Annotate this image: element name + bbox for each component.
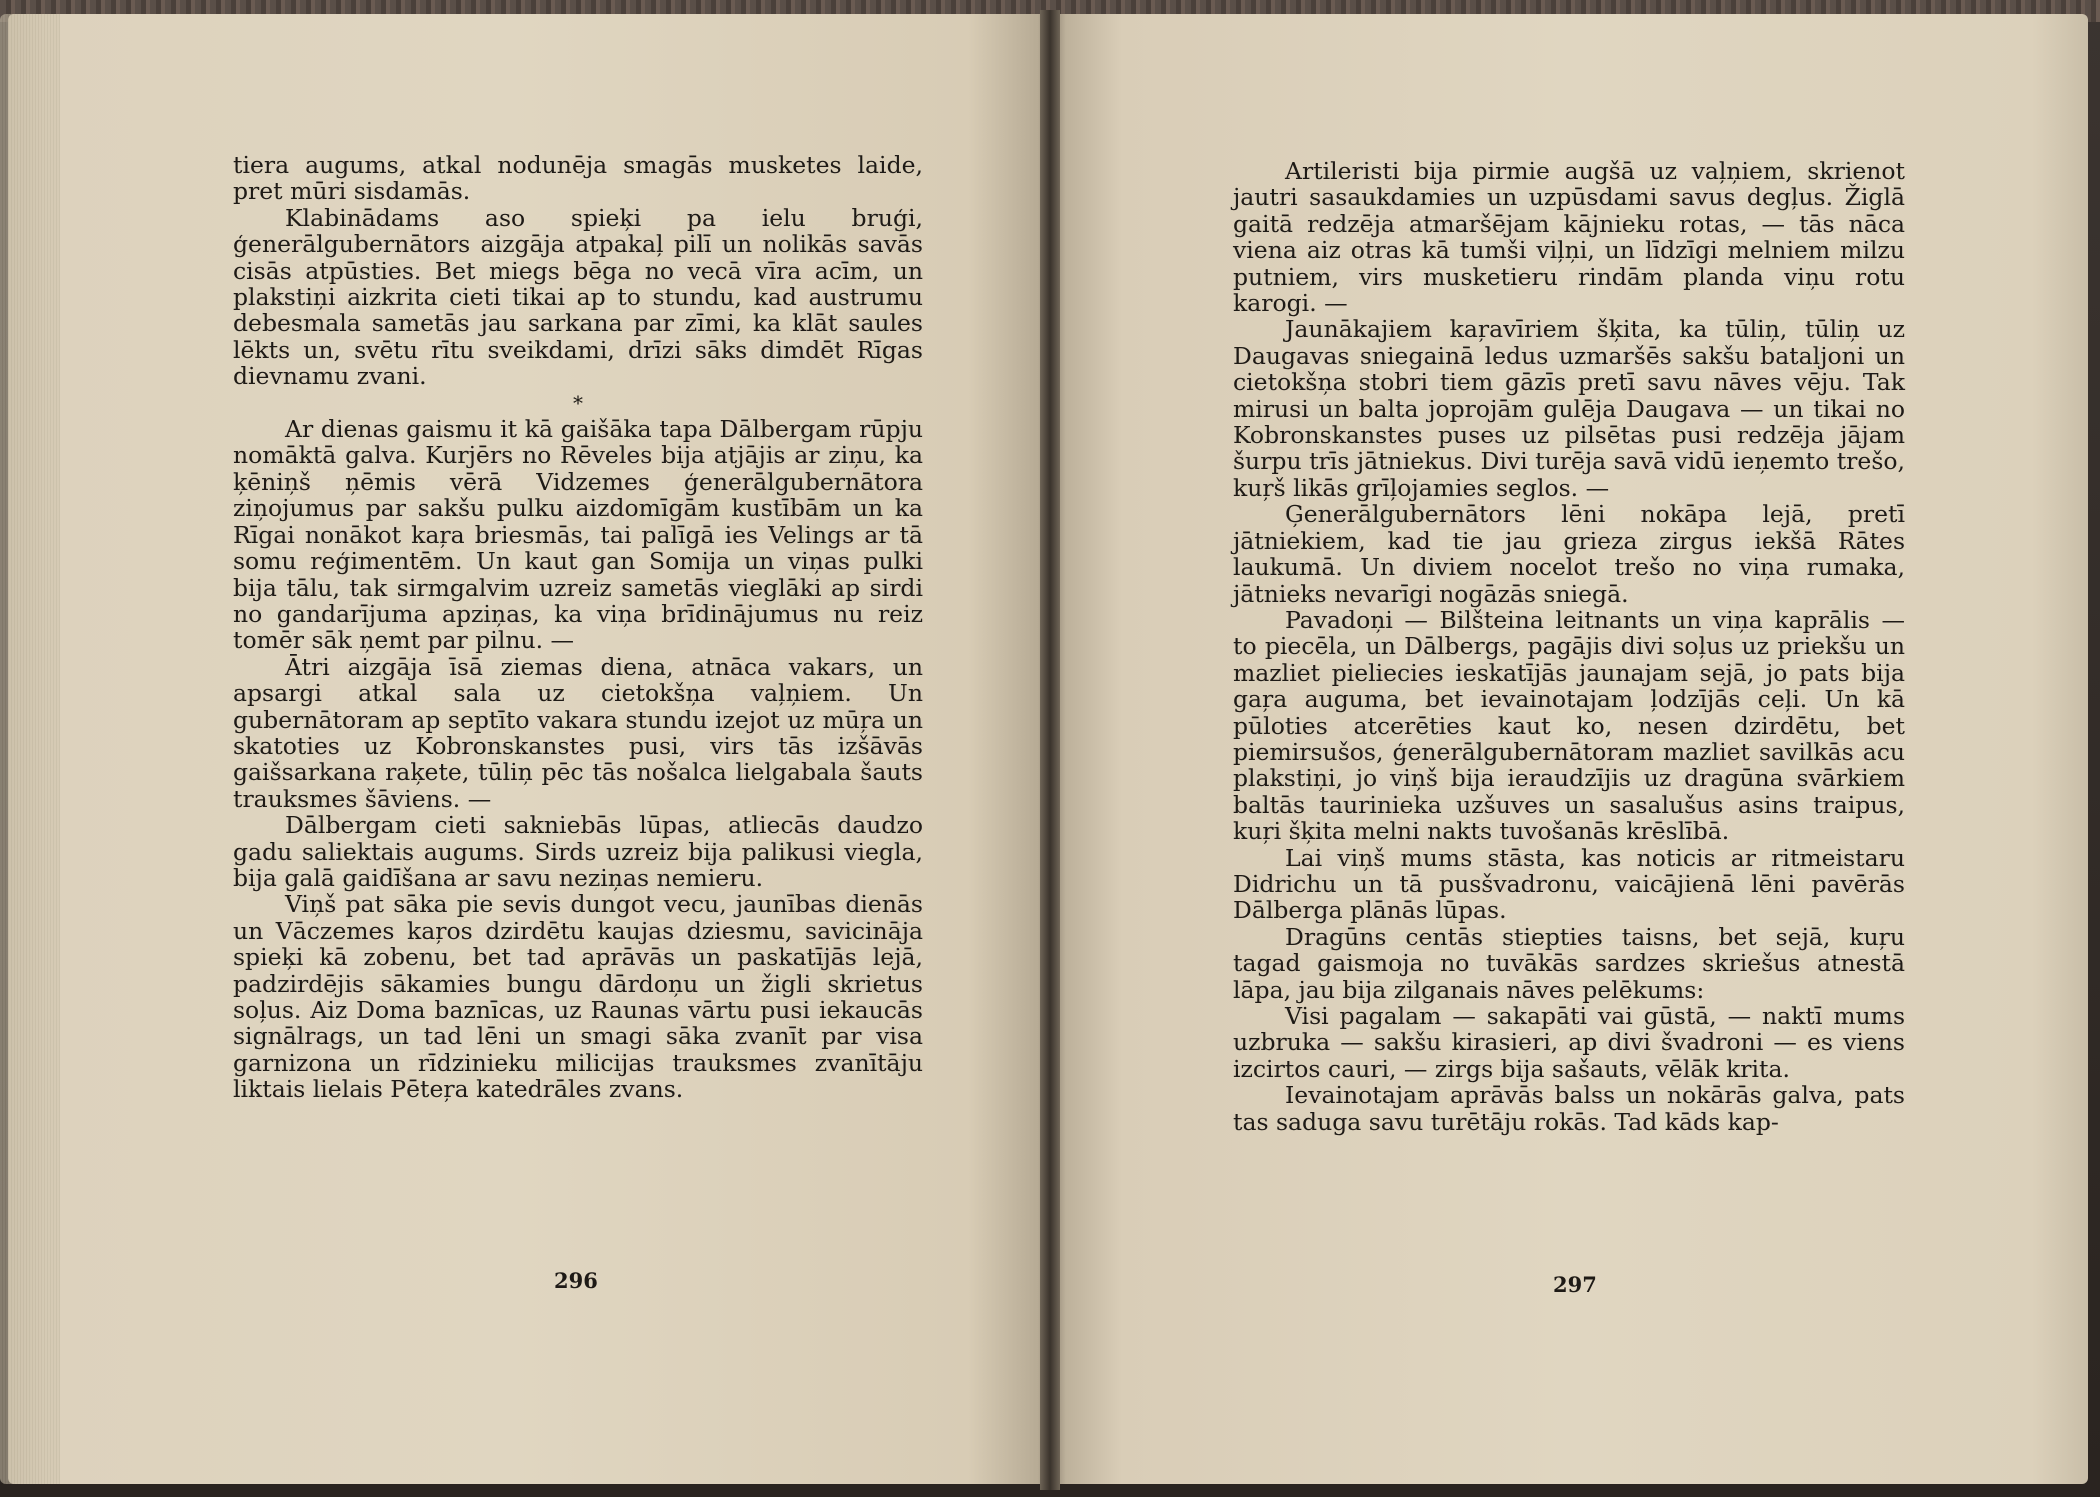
paragraph: Viņš pat sāka pie sevis dungot vecu, jaunības dienās un Vāczemes kaŗos dzirdētu kaujas dziesmu, savicināja spieķi kā zobenu, bet tad aprāvās un paskatījās lejā, padzirdējis sākamies bungu dārdoņu un žigli skrietus soļus. Aiz Doma baznīcas, uz Raunas vārtu pusi iekaucās signālrags, un tad lēni un smagi sāka zvanīt par visa garnizona un rīdzinieku milicijas trauksmes zvanītāju liktais lielais Pēteŗa katedrāles zvans.: [233, 890, 923, 1104]
paragraph: tiera augums, atkal nodunēja smagās musketes laide, pret mūri sisdamās.: [233, 151, 923, 206]
left-page: [8, 14, 1048, 1484]
paragraph: Ģenerālgubernātors lēni nokāpa lejā, pretī jātniekiem, kad tie jau grieza zirgus iekšā Rātes laukumā. Un diviem nocelot trešo no viņa rumaka, jātnieks nevarīgi nogāzās sniegā.: [1233, 500, 1905, 608]
paragraph: Jaunākajiem kaŗavīriem šķita, ka tūliņ, tūliņ uz Daugavas sniegainā ledus uzmaršēs sakšu bataljoni un cietokšņa stobri tiem gāzīs pretī savu nāves vēju. Tak mirusi un balta joprojām gulēja Daugava — un tikai no Kobronskanstes puses uz pilsētas pusi redzēja jājam šurpu trīs jātniekus. Divi turēja savā vidū ieņemto trešo, kuŗš likās grīļojamies seglos. —: [1233, 315, 1905, 502]
page-stack-edges: [0, 14, 60, 1484]
paragraph: Ar dienas gaismu it kā gaišāka tapa Dālbergam rūpju nomāktā galva. Kurjērs no Rēveles bija atjājis ar ziņu, ka ķēniņš ņēmis vērā Vidzemes ģenerālgubernātora ziņojumus par sakšu pulku aizdomīgām kustībām un ka Rīgai nonākot kaŗa briesmās, tai palīgā ies Velings ar tā somu reģimentēm. Un kaut gan Somija un viņas pulki bija tālu, tak sirmgalvim uzreiz sametās vieglāki ap sirdi no gandarījuma apziņas, ka viņa brīdinājumus nu reiz tomēr sāk ņemt par pilnu. —: [233, 415, 923, 655]
right-page-text: [1233, 158, 1905, 1135]
section-separator: *: [573, 390, 583, 415]
book-gutter: [1040, 10, 1060, 1490]
right-page: [1052, 14, 2088, 1484]
paragraph: Pavadoņi — Bilšteina leitnants un viņa kaprālis — to piecēla, un Dālbergs, pagājis divi soļus uz priekšu un mazliet pieliecies ieskatījās jaunajam sejā, jo pats bija gaŗa auguma, bet ievainotajam ļodzījās ceļi. Un kā pūloties atcerēties kaut ko, nesen dzirdētu, bet piemirsušos, ģenerālgubernātoram mazliet savilkās acu plakstiņi, jo viņš bija ieraudzījis uz dragūna svārkiem baltās taurinieka uzšuves un sasalušus asins traipus, kuŗi šķita melni nakts tuvošanās krēslībā.: [1233, 605, 1905, 846]
paragraph: Artileristi bija pirmie augšā uz vaļņiem, skrienot jautri sasaukdamies un uzpūsdami savus degļus. Žiglā gaitā redzēja atmaršējam kājnieku rotas, — tās nāca viena aiz otras kā tumši viļņi, un līdzīgi melniem milzu putniem, virs musketieru rindām planda viņu rotu karogi. —: [1233, 157, 1905, 318]
page-number: 297: [1553, 1272, 1597, 1297]
paragraph: Dālbergam cieti sakniebās lūpas, atliecās daudzo gadu saliektais augums. Sirds uzreiz bija palikusi viegla, bija galā gaidīšana ar savu neziņas nemieru.: [233, 811, 923, 892]
paragraph: Klabinādams aso spieķi pa ielu bruģi, ģenerālgubernātors aizgāja atpakaļ pilī un nolikās savās cisās atpūsties. Bet miegs bēga no vecā vīra acīm, un plakstiņi aizkrita cieti tikai ap to stundu, kad austrumu debesmala sametās jau sarkana par zīmi, ka klāt saules lēkts un, svētu rītu sveikdami, drīzi sāks dimdēt Rīgas dievnamu zvani.: [233, 203, 923, 391]
left-page-text: [233, 152, 923, 1103]
paragraph: Ievainotajam aprāvās balss un nokārās galva, pats tas saduga savu turētāju rokās. Tad kāds kap-: [1233, 1081, 1905, 1136]
paragraph: Ātri aizgāja īsā ziemas diena, atnāca vakars, un apsargi atkal sala uz cietokšņa vaļņiem. Un gubernātoram ap septīto vakara stundu izejot uz mūŗa un skatoties uz Kobronskanstes pusi, virs tās izšāvās gaišsarkana raķete, tūliņ pēc tās nošalca lielgabala šauts trauksmes šāviens. —: [233, 652, 923, 813]
paragraph: Lai viņš mums stāsta, kas noticis ar ritmeistaru Didrichu un tā pusšvadronu, vaicājienā lēni pavērās Dālberga plānās lūpas.: [1233, 843, 1905, 925]
page-number: 296: [554, 1268, 598, 1293]
paragraph: Dragūns centās stiepties taisns, bet sejā, kuŗu tagad gaismoja no tuvākās sardzes skriešus atnestā lāpa, jau bija zilganais nāves pelēkums:: [1233, 922, 1905, 1004]
paragraph: Visi pagalam — sakapāti vai gūstā, — naktī mums uzbruka — sakšu kirasieri, ap divi švadroni — es viens izcirtos cauri, — zirgs bija sašauts, vēlāk krita.: [1233, 1002, 1905, 1083]
